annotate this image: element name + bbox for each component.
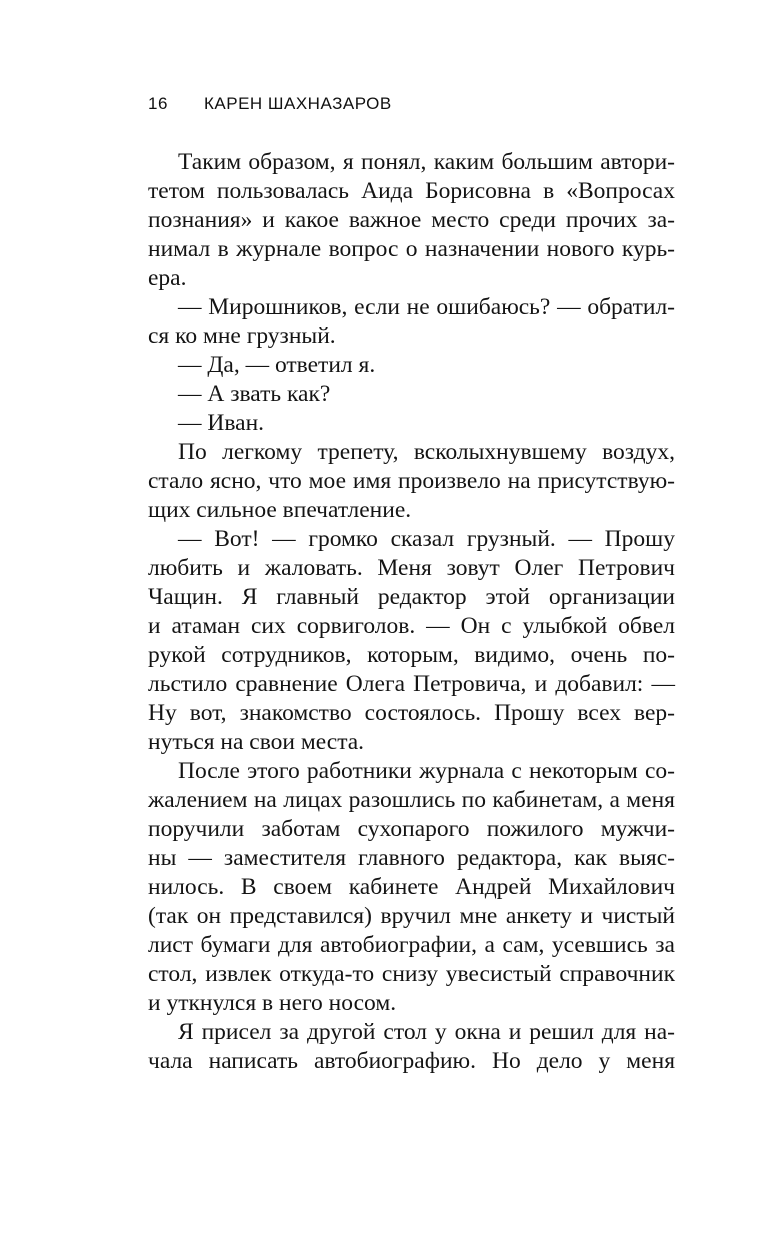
text-line: (так он представился) вручил мне анкету и чистый [148,903,675,929]
text-line: — Да, — ответил я. [178,352,376,378]
text-line: — Вот! — громко сказал грузный. — Прошу [178,526,675,552]
text-line: лист бумаги для автобиографии, а сам, усевшись за [148,932,675,958]
running-head [148,94,678,120]
page-number: 16 [148,94,168,113]
running-head-author: КАРЕН ШАХНАЗАРОВ [204,94,392,113]
text-line: нимал в журнале вопрос о назначении нового курь- [148,236,675,262]
text-line: щих сильное впечатление. [148,497,412,523]
text-line: ся ко мне грузный. [148,323,336,349]
text-line: — А звать как? [178,381,331,407]
text-line: чала написать автобиографию. Но дело у меня [148,1048,675,1074]
text-line: ера. [148,265,187,291]
body-text [148,148,675,1076]
text-line: — Мирошников, если не ошибаюсь? — обратил- [178,294,675,320]
text-line: — Иван. [178,410,265,436]
text-line: жалением на лицах разошлись по кабинетам, а меня [148,787,675,813]
text-line: нилось. В своем кабинете Андрей Михайлович [148,874,675,900]
text-line: и уткнулся в него носом. [148,990,397,1016]
text-line: Я присел за другой стол у окна и решил для на- [178,1019,675,1045]
text-line: познания» и какое важное место среди прочих за- [148,207,675,233]
text-line: стало ясно, что мое имя произвело на присутствую- [148,468,675,494]
text-line: льстило сравнение Олега Петровича, и добавил: — [148,671,675,697]
text-line: стол, извлек откуда-то снизу увесистый справочник [148,961,675,987]
text-line: тетом пользовалась Аида Борисовна в «Вопросах [148,178,675,204]
text-line: После этого работники журнала с некоторым со- [178,758,675,784]
text-line: нуться на свои места. [148,729,365,755]
text-line: По легкому трепету, всколыхнувшему воздух, [178,439,675,465]
text-line: и атаман сих сорвиголов. — Он с улыбкой обвел [148,613,675,639]
text-line: Таким образом, я понял, каким большим автори- [178,149,675,175]
text-line: Чащин. Я главный редактор этой организации [148,584,675,610]
text-line: Ну вот, знакомство состоялось. Прошу всех вер- [148,700,675,726]
text-line: рукой сотрудников, которым, видимо, очень по- [148,642,675,668]
text-line: ны — заместителя главного редактора, как выяс- [148,845,675,871]
text-line: любить и жаловать. Меня зовут Олег Петрович [148,555,675,581]
text-line: поручили заботам сухопарого пожилого мужчи- [148,816,675,842]
